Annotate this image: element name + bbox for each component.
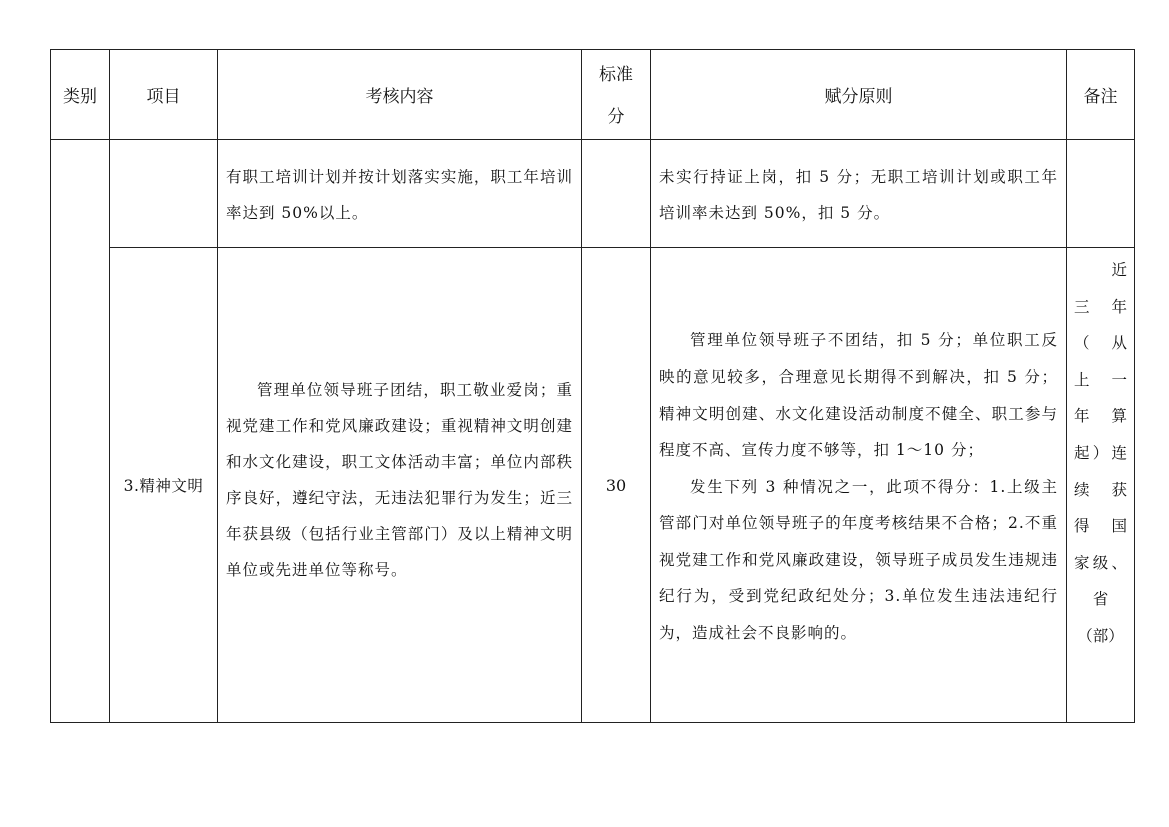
table-row [51,140,1135,248]
header-score [582,50,651,140]
note-line: 近 [1111,261,1127,279]
note-line: 家级、 [1074,553,1127,572]
header-row [51,50,1135,140]
header-score-line1: 标准 [599,64,633,85]
note-line: 续 获 [1074,480,1127,499]
header-note: 备注 [1067,50,1135,140]
principle-text [651,318,1066,651]
score-cell: 30 [582,248,651,723]
content-cell [218,140,582,248]
header-content: 考核内容 [218,50,582,140]
principle-cell [651,140,1067,248]
header-item: 项目 [110,50,218,140]
note-cell [1067,140,1135,248]
note-line: 三 年 [1074,297,1127,316]
table-row [51,248,1135,723]
note-line: 年 算 [1074,407,1127,426]
principle-text: 未实行持证上岗，扣 5 分；无职工培训计划或职工年培训率未达到 50%，扣 5 分。 [659,168,1058,222]
score-cell [582,140,651,248]
note-cell [1067,248,1135,723]
content-cell [218,248,582,723]
item-cell [110,140,218,248]
note-line: 起）连 [1074,443,1127,462]
principle-cell [651,248,1067,723]
content-text: 有职工培训计划并按计划落实实施，职工年培训率达到 50%以上。 [226,168,573,222]
principle-paragraph-2: 发生下列 3 种情况之一，此项不得分：1.上级主管部门对单位领导班子的年度考核结果不合格；2.不重视党建工作和党风廉政建设，领导班子成员发生违规违纪行为，受到党纪政纪处分；3.单位发生违法违纪行为，造成社会不良影响的。 [659,477,1058,643]
note-text [1067,248,1134,655]
note-line: 得 国 [1074,517,1127,536]
item-cell: 3.精神文明 [110,248,218,723]
note-line: 上 一 [1074,370,1127,389]
header-principle: 赋分原则 [651,50,1067,140]
content-paragraph: 管理单位领导班子团结，职工敬业爱岗；重视党建工作和党风廉政建设；重视精神文明创建和水文化建设，职工文体活动丰富；单位内部秩序良好，遵纪守法，无违法犯罪行为发生；近三年获县级（包括行业主管部门）及以上精神文明单位或先进单位等称号。 [226,381,573,579]
content-text [218,372,581,598]
category-cell [51,140,110,723]
header-category: 类别 [51,50,110,140]
note-line: 省 [1092,590,1109,609]
note-line: （ 从 [1074,334,1127,353]
note-line: （部） [1077,626,1124,645]
assessment-table [50,49,1135,723]
principle-paragraph-1: 管理单位领导班子不团结，扣 5 分；单位职工反映的意见较多，合理意见长期得不到解决，扣 5 分；精神文明创建、水文化建设活动制度不健全、职工参与程度不高、宣传力度不够等，扣 1～10 分； [659,331,1058,460]
header-score-line2: 分 [607,106,625,127]
